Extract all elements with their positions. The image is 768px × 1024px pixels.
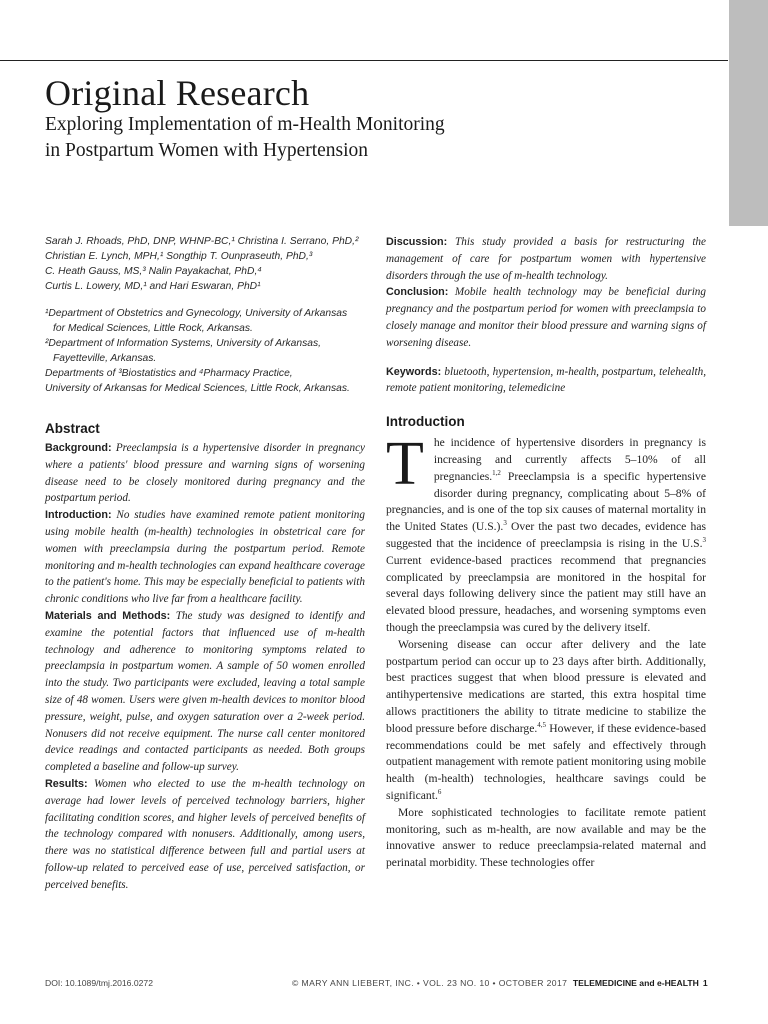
author-list xyxy=(45,234,365,294)
abstract-label: Conclusion: xyxy=(386,286,449,299)
citation: 1,2 xyxy=(492,468,501,477)
page-number: 1 xyxy=(702,978,708,988)
paragraph-text: Worsening disease can occur after delivery and the late postpartum period can occur up to 23 days after birth. Additionally, best practices suggest that when blood pressure is elevated and antihypertensive medications are started, this extra hospital time allows practitioners the ability to titrate medicine to stabilize the blood pressure before discharge. xyxy=(386,637,706,735)
author-line: Sarah J. Rhoads, PhD, DNP, WHNP-BC,¹ Christina I. Serrano, PhD,² xyxy=(45,236,359,247)
article-title-line: in Postpartum Women with Hypertension xyxy=(45,140,369,161)
abstract-methods xyxy=(45,608,365,776)
publisher-line: © MARY ANN LIEBERT, INC. • VOL. 23 NO. 10 • OCTOBER 2017 xyxy=(292,978,568,988)
paragraph-text: he incidence of hypertensive disorders in pregnancy is increasing and currently affects 5–10% of all pregnancies. xyxy=(433,436,706,483)
article-title xyxy=(45,112,605,164)
paragraph: More sophisticated technologies to facilitate remote patient monitoring, such as m-health, are now available and may be the innovative answer to reduce preeclampsia-related maternal and perinatal morbidity. These technologies offer xyxy=(386,805,706,870)
abstract-label: Background: xyxy=(45,442,112,454)
abstract-background xyxy=(45,440,365,507)
doi-link[interactable]: DOI: 10.1089/tmj.2016.0272 xyxy=(45,978,153,988)
affiliation-line: for Medical Sciences, Little Rock, Arkansas. xyxy=(53,323,253,334)
abstract-text: This study provided a basis for restructuring the management of care for postpartum women with hypertensive disorders through the use of m-health technology. xyxy=(386,236,706,282)
paragraph-text: However, if these evidence-based recommendations could be met safely and effectively through outpatient management with remote patient monitoring using mobile health (m-health) technologies, healthcare savings could be significant. xyxy=(386,721,706,802)
citation: 6 xyxy=(437,788,442,797)
abstract-text: Mobile health technology may be beneficial during pregnancy and the postpartum period for women with preeclampsia to closely manage and monitor their blood pressure and warning signs of worsening disease. xyxy=(386,286,706,349)
abstract-continued xyxy=(386,234,706,352)
introduction-heading: Introduction xyxy=(386,414,465,430)
header-rule xyxy=(0,60,728,61)
right-column xyxy=(386,234,706,872)
author-line: C. Heath Gauss, MS,³ Nalin Payakachat, PhD,⁴ xyxy=(45,266,262,277)
citation: 4,5 xyxy=(537,720,547,729)
affiliation-line: ²Department of Information Systems, University of Arkansas, xyxy=(45,338,322,349)
drop-cap: T xyxy=(386,430,424,499)
abstract-text: Women who elected to use the m-health technology on average had lower levels of perceived technology barriers, higher facilitating condition scores, and higher levels of perceived benefits of the technology compared with nonusers. Additionally, among users, there was no statistical difference between full and partial users at follow-up related to perceived ease of use, perceived satisfaction, or perceived benefits. xyxy=(45,777,365,891)
side-tab xyxy=(729,0,768,226)
keywords-text: bluetooth, hypertension, m-health, postpartum, telehealth, remote patient monitoring, telemedicine xyxy=(386,365,706,395)
abstract-heading: Abstract xyxy=(45,421,100,436)
journal-name: TELEMEDICINE and e-HEALTH xyxy=(572,978,699,988)
introduction-body xyxy=(386,430,706,872)
left-column xyxy=(45,234,365,894)
abstract-introduction xyxy=(45,507,365,608)
abstract-discussion xyxy=(386,234,706,284)
affiliation-line: Departments of ³Biostatistics and ⁴Pharmacy Practice, xyxy=(45,368,293,379)
abstract-results xyxy=(45,776,365,894)
affiliation-line: Fayetteville, Arkansas. xyxy=(53,353,157,364)
abstract-text: Preeclampsia is a hypertensive disorder in pregnancy where a patients' blood pressure and warning signs of worsening disease need to be closely monitored during pregnancy and the postpartum period. xyxy=(45,442,365,505)
affiliation-list xyxy=(45,306,365,396)
abstract-body xyxy=(45,440,365,894)
affiliation-line: University of Arkansas for Medical Sciences, Little Rock, Arkansas. xyxy=(45,383,350,394)
keywords xyxy=(386,364,706,398)
citation: 3 xyxy=(503,519,507,528)
abstract-label: Discussion: xyxy=(386,236,448,248)
abstract-label: Materials and Methods: xyxy=(45,609,171,622)
abstract-conclusion xyxy=(386,284,706,351)
citation: 3 xyxy=(702,536,706,545)
abstract-text: The study was designed to identify and examine the potential factors that influenced use of m-health technology and adherence to monitoring symptoms related to preeclampsia in postpartum women. A sample of 50 women enrolled into the study. Two participants were excluded, leaving a total sample size of 48 women. Users were given m-health devices to monitor blood pressure, weight, pulse, and oxygen saturation over a 2-week period. Nonusers did not receive equipment. The nurse call center monitored device readings and contacted participants as needed. Both groups completed a baseline and follow-up survey. xyxy=(45,609,366,774)
keywords-label: Keywords: xyxy=(386,365,442,378)
paragraph xyxy=(386,637,706,805)
section-label: Original Research xyxy=(45,73,310,113)
paragraph-text: Over the past two decades, evidence has suggested that the incidence of preeclampsia is rising in the U.S. xyxy=(386,520,706,550)
abstract-text: No studies have examined remote patient monitoring using mobile health (m-health) technologies in obstetrical care for women with preeclampsia during the postpartum period. Remote monitoring and m-health technologies can expand healthcare coverage to the patient's home. This may be especially beneficial to patients with chronic conditions who live far from a healthcare facility. xyxy=(45,509,365,606)
publication-info xyxy=(292,978,708,988)
article-title-line: Exploring Implementation of m-Health Monitoring xyxy=(45,114,445,135)
author-line: Christian E. Lynch, MPH,¹ Songthip T. Ounpraseuth, PhD,³ xyxy=(45,251,313,262)
abstract-label: Introduction: xyxy=(45,509,112,522)
paragraph xyxy=(386,430,706,637)
page-footer xyxy=(45,978,708,992)
author-line: Curtis L. Lowery, MD,¹ and Hari Eswaran, PhD¹ xyxy=(45,281,261,292)
paragraph-text: Preeclampsia is a specific hypertensive disorder during pregnancy, complicating about 5–8% of pregnancies, and is one of the top six causes of maternal mortality in the United States (U.S.). xyxy=(386,469,706,534)
paragraph-text: Current evidence-based practices recommend that pregnancies complicated by preeclampsia are monitored in the hospital for several days following delivery since the patient may still have an elevated blood pressure, headaches, and worsening symptoms even though the preeclampsia was cured by the delivery itself. xyxy=(386,553,706,634)
affiliation-line: ¹Department of Obstetrics and Gynecology, University of Arkansas xyxy=(45,308,348,319)
abstract-label: Results: xyxy=(45,777,88,790)
